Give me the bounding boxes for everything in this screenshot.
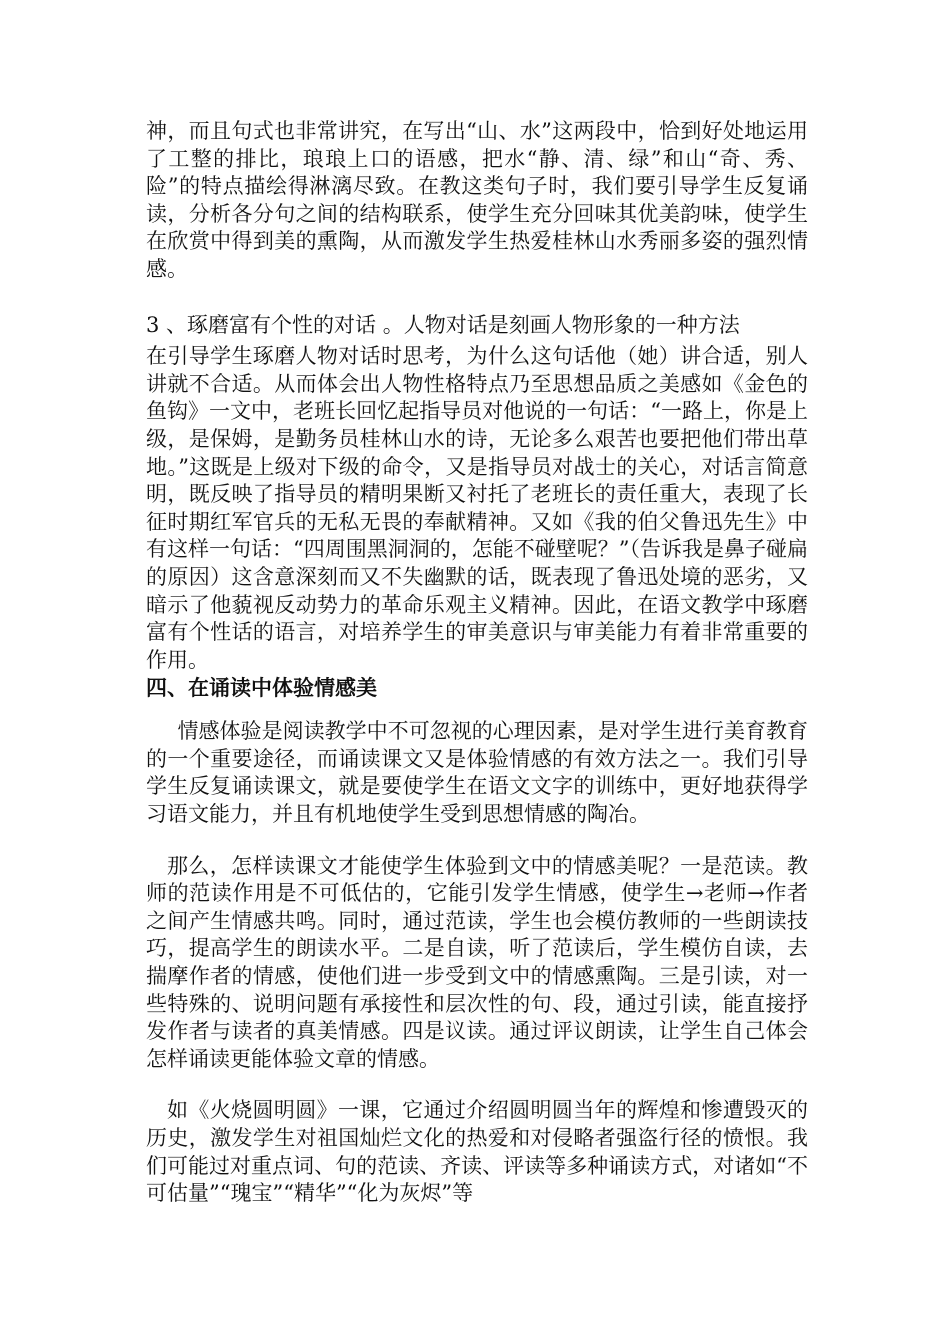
paragraph-dialogue: 在引导学生琢磨人物对话时思考，为什么这句话他（她）讲合适，别人讲就不合适。从而体会出人物性格特点乃至思想品质之美感如《金色的鱼钩》一文中，老班长回忆起指导员对他说的一句话：“一路上，你是上级，是保姆，是勤务员桂林山水的诗，无论多么艰苦也要把他们带出草地。”这既是上级对下级的命令，又是指导员对战士的关心，对话言简意明，既反映了指导员的精明果断又衬托了老班长的责任重大，表现了长征时期红军官兵的无私无畏的奉献精神。又如《我的伯父鲁迅先生》中有这样一句话：“四周围黑洞洞的，怎能不碰壁呢？”（告诉我是鼻子碰扁的原因）这含意深刻而又不失幽默的话，既表现了鲁迅处境的恶劣，又暗示了他藐视反动势力的革命乐观主义精神。因此，在语文教学中琢磨富有个性话的语言，对培养学生的审美意识与审美能力有着非常重要的作用。	[146, 344, 808, 672]
paragraph-reading-methods: 那么，怎样读课文才能使学生体验到文中的情感美呢？一是范读。教师的范读作用是不可低估的，它能引发学生情感，使学生→老师→作者之间产生情感共鸣。同时，通过范读，学生也会模仿教师的一些朗读技巧，提高学生的朗读水平。二是自读，听了范读后，学生模仿自读，去揣摩作者的情感，使他们进一步受到文中的情感熏陶。三是引读，对一些特殊的、说明问题有承接性和层次性的句、段，通过引读，能直接抒发作者与读者的真美情感。四是议读。通过评议朗读，让学生自己体会怎样诵读更能体验文章的情感。	[146, 853, 808, 1071]
paragraph-emotion-intro: 情感体验是阅读教学中不可忽视的心理因素，是对学生进行美育教育的一个重要途径，而诵读课文又是体验情感的有效方法之一。我们引导学生反复诵读课文，就是要使学生在语文文字的训练中，更好地获得学习语文能力，并且有机地使学生受到思想情感的陶冶。	[146, 719, 808, 827]
paragraph-continuation: 神，而且句式也非常讲究，在写出“山、水”这两段中，恰到好处地运用了工整的排比，琅琅上口的语感，把水“静、清、绿”和山“奇、秀、险”的特点描绘得淋漓尽致。在教这类句子时，我们要引导学生反复诵读，分析各分句之间的结构联系，使学生充分回味其优美韵味，使学生在欣赏中得到美的熏陶，从而激发学生热爱桂林山水秀丽多姿的强烈情感。	[146, 119, 808, 281]
paragraph-example: 如《火烧圆明圆》一课，它通过介绍圆明圆当年的辉煌和惨遭毁灭的历史，激发学生对祖国灿烂文化的热爱和对侵略者强盗行径的愤恨。我们可能过对重点词、句的范读、齐读、评读等多种诵读方式，对诸如“不可估量”“瑰宝”“精华”“化为灰烬”等	[146, 1098, 808, 1206]
subsection-heading-dialogue: 3 、琢磨富有个性的对话 。人物对话是刻画人物形象的一种方法	[146, 312, 740, 337]
document-body	[146, 118, 808, 1208]
section-heading: 四、在诵读中体验情感美	[146, 676, 377, 701]
